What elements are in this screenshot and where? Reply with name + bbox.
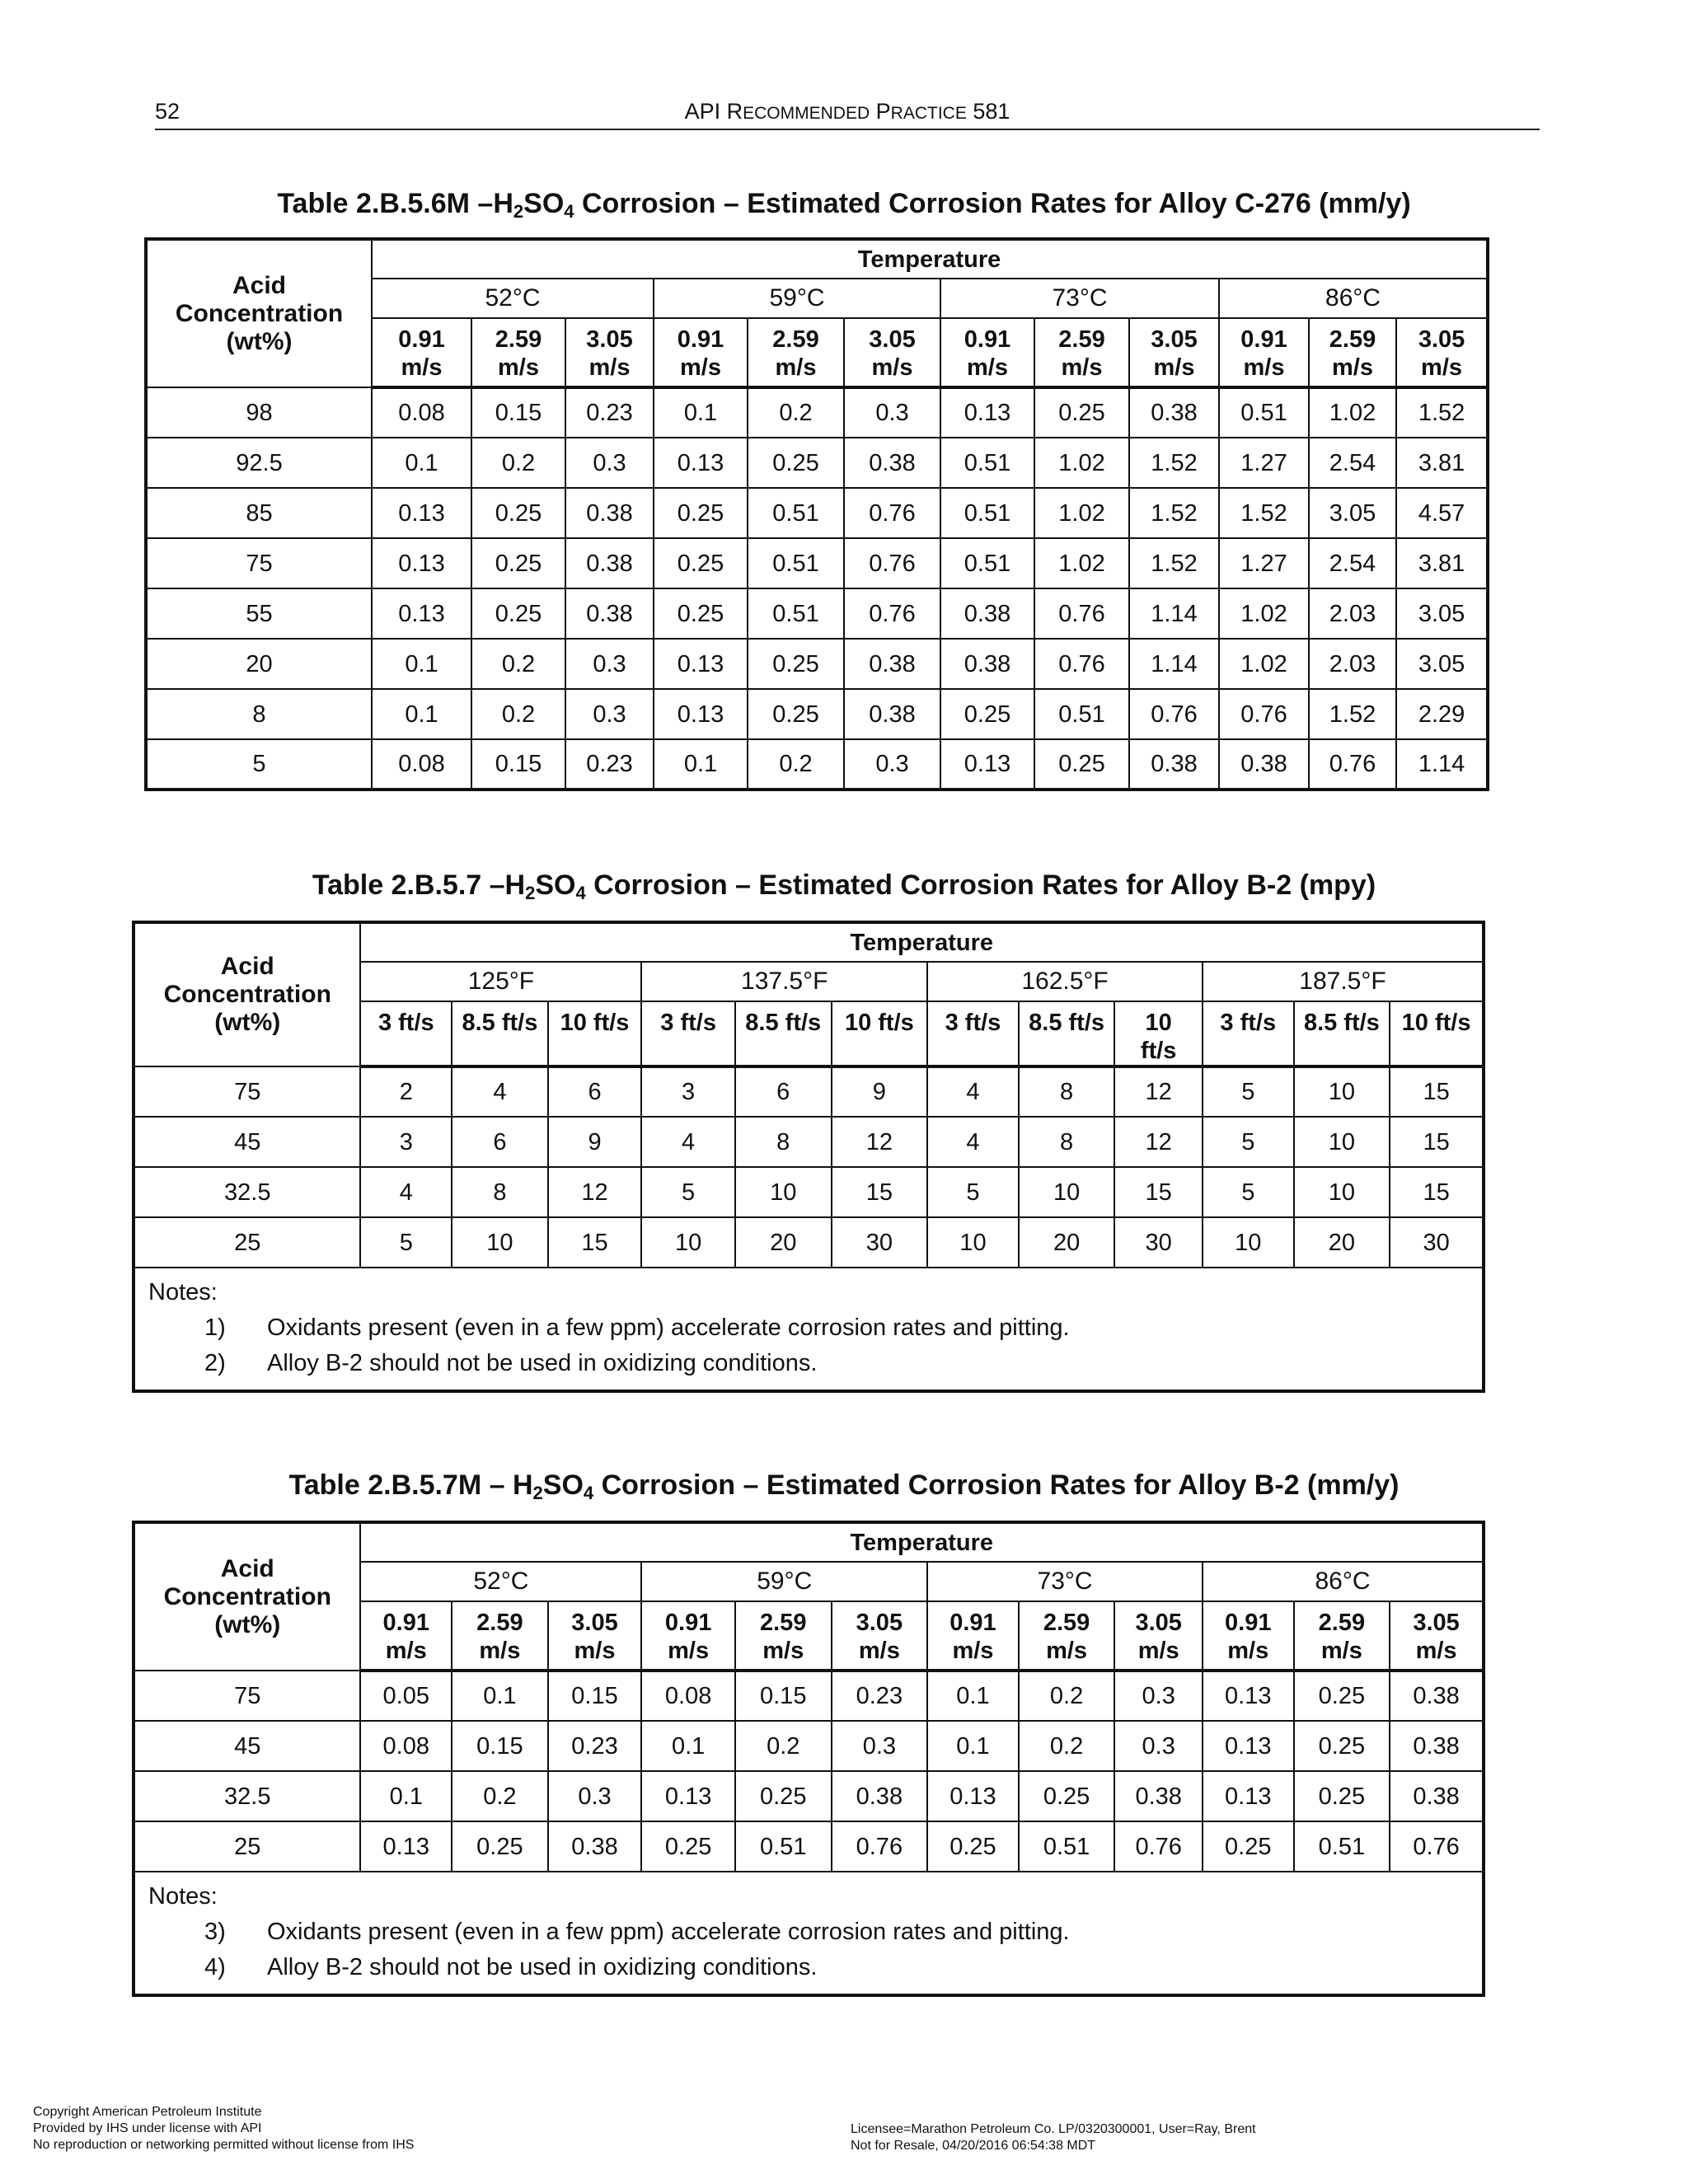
rate-cell: 0.3 bbox=[565, 689, 654, 739]
rate-cell: 0.15 bbox=[471, 387, 565, 438]
velocity-col: 0.91 m/s bbox=[1203, 1601, 1294, 1671]
rate-cell: 4 bbox=[927, 1117, 1019, 1167]
table-row bbox=[134, 1066, 1484, 1117]
rate-cell: 0.13 bbox=[372, 588, 471, 639]
rate-cell: 10 bbox=[452, 1217, 548, 1268]
rate-cell: 2.54 bbox=[1309, 538, 1396, 588]
table1-caption: Table 2.B.5.6M $-H_2SO_4$ Corrosion – Estimated Corrosion Rates for Alloy C-276 (mm/y) bbox=[277, 188, 1411, 222]
conc-cell: 32.5 bbox=[134, 1771, 360, 1821]
rate-cell: 6 bbox=[452, 1117, 548, 1167]
rate-cell: 6 bbox=[735, 1066, 832, 1117]
rate-cell: 0.23 bbox=[832, 1671, 928, 1721]
velocity-col: 0.91 m/s bbox=[641, 1601, 735, 1671]
rate-cell: 0.08 bbox=[360, 1721, 452, 1771]
rate-cell: 6 bbox=[548, 1066, 642, 1117]
rate-cell: 0.38 bbox=[1129, 739, 1219, 790]
table-row bbox=[146, 588, 1488, 639]
notes-cell bbox=[134, 1268, 1484, 1391]
rate-cell: 1.52 bbox=[1129, 488, 1219, 538]
rate-cell: 0.76 bbox=[844, 588, 940, 639]
conc-header: Acid Concentration (wt%) bbox=[146, 239, 372, 387]
velocity-col: 10 ft/s bbox=[1390, 1001, 1484, 1066]
temperature-col: 125°F bbox=[360, 962, 641, 1001]
conc-cell: 20 bbox=[146, 639, 372, 689]
rate-cell: 0.2 bbox=[1019, 1671, 1115, 1721]
velocity-col: 0.91 m/s bbox=[1219, 318, 1309, 387]
table-row bbox=[146, 538, 1488, 588]
velocity-col: 2.59 m/s bbox=[1019, 1601, 1115, 1671]
velocity-col: 2.59 m/s bbox=[735, 1601, 832, 1671]
rate-cell: 0.76 bbox=[1034, 639, 1129, 689]
rate-cell: 0.25 bbox=[471, 488, 565, 538]
rate-cell: 0.23 bbox=[565, 387, 654, 438]
table-row bbox=[134, 1671, 1484, 1721]
rate-cell: 0.2 bbox=[735, 1721, 832, 1771]
rate-cell: 1.27 bbox=[1219, 438, 1309, 488]
rate-cell: 0.13 bbox=[940, 739, 1034, 790]
rate-cell: 0.25 bbox=[1203, 1821, 1294, 1872]
rate-cell: 0.38 bbox=[565, 588, 654, 639]
rate-cell: 9 bbox=[548, 1117, 642, 1167]
rate-cell: 0.25 bbox=[940, 689, 1034, 739]
conc-cell: 5 bbox=[146, 739, 372, 790]
rate-cell: 3.05 bbox=[1309, 488, 1396, 538]
velocity-col: 3 ft/s bbox=[927, 1001, 1019, 1066]
rate-cell: 0.76 bbox=[1219, 689, 1309, 739]
velocity-col: 3.05 m/s bbox=[548, 1601, 642, 1671]
temperature-header: Temperature bbox=[360, 922, 1484, 962]
rate-cell: 0.25 bbox=[735, 1771, 832, 1821]
rate-cell: 0.23 bbox=[565, 739, 654, 790]
rate-cell: 0.3 bbox=[832, 1721, 928, 1771]
rate-cell: 0.51 bbox=[940, 438, 1034, 488]
rate-cell: 0.25 bbox=[654, 538, 748, 588]
velocity-col: 3.05 m/s bbox=[565, 318, 654, 387]
rate-cell: 3.81 bbox=[1396, 438, 1488, 488]
rate-cell: 1.52 bbox=[1129, 438, 1219, 488]
temperature-header: Temperature bbox=[372, 239, 1488, 279]
rate-cell: 2.29 bbox=[1396, 689, 1488, 739]
rate-cell: 0.3 bbox=[565, 639, 654, 689]
rate-cell: 0.05 bbox=[360, 1671, 452, 1721]
note-item: 3) Oxidants present (even in a few ppm) accelerate corrosion rates and pitting. bbox=[204, 1919, 1070, 1945]
rate-cell: 0.38 bbox=[1390, 1721, 1484, 1771]
rate-cell: 0.13 bbox=[654, 438, 748, 488]
rate-cell: 0.08 bbox=[372, 739, 471, 790]
rate-cell: 2.03 bbox=[1309, 639, 1396, 689]
table2-caption: Table 2.B.5.7 $-H_2SO_4$ Corrosion – Estimated Corrosion Rates for Alloy B-2 (mpy) bbox=[312, 869, 1376, 903]
rate-cell: 0.25 bbox=[1034, 387, 1129, 438]
conc-cell: 25 bbox=[134, 1821, 360, 1872]
temperature-col: 86°C bbox=[1219, 279, 1488, 318]
rate-cell: 0.25 bbox=[1019, 1771, 1115, 1821]
temperature-col: 86°C bbox=[1203, 1562, 1484, 1601]
temperature-col: 162.5°F bbox=[927, 962, 1203, 1001]
rate-cell: 0.2 bbox=[748, 387, 844, 438]
rate-cell: 0.38 bbox=[565, 538, 654, 588]
velocity-col: 2.59 m/s bbox=[1294, 1601, 1390, 1671]
rate-cell: 15 bbox=[1390, 1167, 1484, 1217]
rate-cell: 0.1 bbox=[360, 1771, 452, 1821]
notes-label: Notes: bbox=[148, 1279, 218, 1305]
rate-cell: 2.03 bbox=[1309, 588, 1396, 639]
rate-cell: 0.76 bbox=[832, 1821, 928, 1872]
conc-cell: 75 bbox=[134, 1671, 360, 1721]
conc-cell: 92.5 bbox=[146, 438, 372, 488]
rate-cell: 0.15 bbox=[452, 1721, 548, 1771]
rate-cell: 0.38 bbox=[1390, 1671, 1484, 1721]
table-row bbox=[146, 387, 1488, 438]
temperature-header: Temperature bbox=[360, 1522, 1484, 1562]
rate-cell: 0.76 bbox=[1390, 1821, 1484, 1872]
rate-cell: 0.51 bbox=[1294, 1821, 1390, 1872]
rate-cell: 0.38 bbox=[844, 639, 940, 689]
rate-cell: 0.25 bbox=[1294, 1671, 1390, 1721]
rate-cell: 1.14 bbox=[1129, 639, 1219, 689]
velocity-col: 10 ft/s bbox=[1114, 1001, 1203, 1066]
rate-cell: 0.15 bbox=[735, 1671, 832, 1721]
rate-cell: 0.25 bbox=[471, 538, 565, 588]
rate-cell: 0.13 bbox=[360, 1821, 452, 1872]
conc-cell: 98 bbox=[146, 387, 372, 438]
rate-cell: 2.54 bbox=[1309, 438, 1396, 488]
conc-cell: 55 bbox=[146, 588, 372, 639]
rate-cell: 10 bbox=[1294, 1167, 1390, 1217]
rate-cell: 0.38 bbox=[1390, 1771, 1484, 1821]
rate-cell: 0.13 bbox=[1203, 1671, 1294, 1721]
rate-cell: 0.2 bbox=[1019, 1721, 1115, 1771]
velocity-col: 2.59 m/s bbox=[471, 318, 565, 387]
conc-cell: 85 bbox=[146, 488, 372, 538]
temperature-col: 137.5°F bbox=[641, 962, 927, 1001]
rate-cell: 0.51 bbox=[748, 538, 844, 588]
rate-cell: 5 bbox=[1203, 1117, 1294, 1167]
rate-cell: 8 bbox=[735, 1117, 832, 1167]
rate-cell: 0.76 bbox=[1309, 739, 1396, 790]
rate-cell: 0.25 bbox=[1034, 739, 1129, 790]
rate-cell: 0.76 bbox=[844, 538, 940, 588]
table-row bbox=[146, 488, 1488, 538]
rate-cell: 8 bbox=[1019, 1066, 1115, 1117]
velocity-col: 3.05 m/s bbox=[1114, 1601, 1203, 1671]
velocity-col: 8.5 ft/s bbox=[735, 1001, 832, 1066]
velocity-col: 3.05 m/s bbox=[1390, 1601, 1484, 1671]
rate-cell: 0.13 bbox=[654, 639, 748, 689]
rate-cell: 3.05 bbox=[1396, 639, 1488, 689]
rate-cell: 10 bbox=[641, 1217, 735, 1268]
conc-cell: 75 bbox=[134, 1066, 360, 1117]
rate-cell: 0.3 bbox=[1114, 1671, 1203, 1721]
velocity-col: 8.5 ft/s bbox=[1294, 1001, 1390, 1066]
rate-cell: 0.76 bbox=[1114, 1821, 1203, 1872]
table2-b2-mpy bbox=[132, 921, 1485, 1393]
velocity-col: 0.91 m/s bbox=[927, 1601, 1019, 1671]
velocity-col: 0.91 m/s bbox=[360, 1601, 452, 1671]
table-row bbox=[146, 689, 1488, 739]
rate-cell: 0.38 bbox=[1129, 387, 1219, 438]
rate-cell: 12 bbox=[1114, 1066, 1203, 1117]
velocity-col: 2.59 m/s bbox=[748, 318, 844, 387]
rate-cell: 5 bbox=[641, 1167, 735, 1217]
rate-cell: 0.13 bbox=[641, 1771, 735, 1821]
rate-cell: 0.13 bbox=[1203, 1721, 1294, 1771]
note-item: 1) Oxidants present (even in a few ppm) accelerate corrosion rates and pitting. bbox=[204, 1315, 1070, 1341]
velocity-col: 3.05 m/s bbox=[1396, 318, 1488, 387]
rate-cell: 0.51 bbox=[940, 538, 1034, 588]
rate-cell: 0.51 bbox=[748, 588, 844, 639]
rate-cell: 4 bbox=[452, 1066, 548, 1117]
velocity-col: 8.5 ft/s bbox=[452, 1001, 548, 1066]
rate-cell: 10 bbox=[1019, 1167, 1115, 1217]
rate-cell: 0.51 bbox=[735, 1821, 832, 1872]
velocity-col: 2.59 m/s bbox=[1034, 318, 1129, 387]
temperature-col: 187.5°F bbox=[1203, 962, 1484, 1001]
notes-cell bbox=[134, 1872, 1484, 1995]
conc-cell: 25 bbox=[134, 1217, 360, 1268]
running-header bbox=[155, 97, 1540, 130]
rate-cell: 0.2 bbox=[471, 438, 565, 488]
rate-cell: 0.76 bbox=[1034, 588, 1129, 639]
rate-cell: 0.76 bbox=[1129, 689, 1219, 739]
rate-cell: 1.02 bbox=[1309, 387, 1396, 438]
rate-cell: 0.3 bbox=[844, 739, 940, 790]
rate-cell: 8 bbox=[1019, 1117, 1115, 1167]
velocity-col: 3.05 m/s bbox=[844, 318, 940, 387]
rate-cell: 0.38 bbox=[940, 588, 1034, 639]
rate-cell: 0.13 bbox=[372, 488, 471, 538]
rate-cell: 0.38 bbox=[548, 1821, 642, 1872]
temperature-col: 52°C bbox=[360, 1562, 641, 1601]
velocity-col: 10 ft/s bbox=[832, 1001, 928, 1066]
temperature-col: 59°C bbox=[654, 279, 940, 318]
rate-cell: 0.2 bbox=[748, 739, 844, 790]
rate-cell: 1.52 bbox=[1309, 689, 1396, 739]
rate-cell: 3.05 bbox=[1396, 588, 1488, 639]
rate-cell: 1.02 bbox=[1034, 488, 1129, 538]
footer-license: Licensee=Marathon Petroleum Co. LP/0320300001, User=Ray, Brent Not for Resale, 04/20/2016 06:54:38 MDT bbox=[851, 2122, 1256, 2153]
rate-cell: 3 bbox=[360, 1117, 452, 1167]
table-row bbox=[134, 1167, 1484, 1217]
temperature-col: 73°C bbox=[927, 1562, 1203, 1601]
rate-cell: 15 bbox=[832, 1167, 928, 1217]
velocity-col: 3 ft/s bbox=[1203, 1001, 1294, 1066]
rate-cell: 10 bbox=[1294, 1117, 1390, 1167]
rate-cell: 1.02 bbox=[1034, 538, 1129, 588]
rate-cell: 0.1 bbox=[654, 739, 748, 790]
rate-cell: 1.02 bbox=[1034, 438, 1129, 488]
rate-cell: 0.15 bbox=[548, 1671, 642, 1721]
rate-cell: 0.51 bbox=[748, 488, 844, 538]
table3-caption: Table $2.B.5.7M - H_2SO_4$ Corrosion – Estimated Corrosion Rates for Alloy B-2 (mm/y) bbox=[288, 1469, 1400, 1503]
rate-cell: 12 bbox=[1114, 1117, 1203, 1167]
conc-cell: 32.5 bbox=[134, 1167, 360, 1217]
rate-cell: 12 bbox=[548, 1167, 642, 1217]
temperature-col: 73°C bbox=[940, 279, 1219, 318]
table-row bbox=[146, 438, 1488, 488]
rate-cell: 4 bbox=[641, 1117, 735, 1167]
rate-cell: 0.13 bbox=[940, 387, 1034, 438]
rate-cell: 15 bbox=[1114, 1167, 1203, 1217]
rate-cell: 4 bbox=[927, 1066, 1019, 1117]
rate-cell: 0.08 bbox=[372, 387, 471, 438]
velocity-col: 10 ft/s bbox=[548, 1001, 642, 1066]
rate-cell: 0.25 bbox=[1294, 1721, 1390, 1771]
rate-cell: 20 bbox=[1294, 1217, 1390, 1268]
rate-cell: 0.25 bbox=[452, 1821, 548, 1872]
rate-cell: 0.38 bbox=[844, 438, 940, 488]
velocity-col: 2.59 m/s bbox=[1309, 318, 1396, 387]
rate-cell: 0.38 bbox=[832, 1771, 928, 1821]
rate-cell: 0.3 bbox=[548, 1771, 642, 1821]
rate-cell: 0.3 bbox=[844, 387, 940, 438]
velocity-col: 3 ft/s bbox=[360, 1001, 452, 1066]
rate-cell: 0.38 bbox=[565, 488, 654, 538]
conc-cell: 45 bbox=[134, 1721, 360, 1771]
rate-cell: 1.52 bbox=[1219, 488, 1309, 538]
rate-cell: 20 bbox=[735, 1217, 832, 1268]
rate-cell: 0.38 bbox=[844, 689, 940, 739]
table-row bbox=[134, 1771, 1484, 1821]
rate-cell: 10 bbox=[1203, 1217, 1294, 1268]
rate-cell: 30 bbox=[1390, 1217, 1484, 1268]
conc-header: Acid Concentration (wt%) bbox=[134, 1522, 360, 1671]
table-row bbox=[134, 1117, 1484, 1167]
rate-cell: 0.25 bbox=[641, 1821, 735, 1872]
rate-cell: 0.1 bbox=[927, 1671, 1019, 1721]
rate-cell: 0.13 bbox=[372, 538, 471, 588]
rate-cell: 0.1 bbox=[372, 689, 471, 739]
rate-cell: 5 bbox=[1203, 1066, 1294, 1117]
rate-cell: 1.27 bbox=[1219, 538, 1309, 588]
note-item: 4) Alloy B-2 should not be used in oxidizing conditions. bbox=[204, 1954, 818, 1980]
rate-cell: 1.02 bbox=[1219, 639, 1309, 689]
velocity-col: 3.05 m/s bbox=[832, 1601, 928, 1671]
velocity-col: 3 ft/s bbox=[641, 1001, 735, 1066]
rate-cell: 0.08 bbox=[641, 1671, 735, 1721]
rate-cell: 20 bbox=[1019, 1217, 1115, 1268]
running-title: API RECOMMENDED PRACTICE 581 bbox=[684, 99, 1010, 124]
rate-cell: 5 bbox=[927, 1167, 1019, 1217]
rate-cell: 0.1 bbox=[641, 1721, 735, 1771]
rate-cell: 0.25 bbox=[654, 588, 748, 639]
table-row bbox=[134, 1721, 1484, 1771]
velocity-col: 0.91 m/s bbox=[940, 318, 1034, 387]
rate-cell: 0.13 bbox=[654, 689, 748, 739]
rate-cell: 0.1 bbox=[927, 1721, 1019, 1771]
temperature-col: 59°C bbox=[641, 1562, 927, 1601]
rate-cell: 0.25 bbox=[654, 488, 748, 538]
rate-cell: 1.52 bbox=[1396, 387, 1488, 438]
rate-cell: 0.25 bbox=[1294, 1771, 1390, 1821]
rate-cell: 0.38 bbox=[1219, 739, 1309, 790]
table-row bbox=[146, 639, 1488, 689]
conc-header: Acid Concentration (wt%) bbox=[134, 922, 360, 1066]
conc-cell: 8 bbox=[146, 689, 372, 739]
rate-cell: 1.14 bbox=[1396, 739, 1488, 790]
rate-cell: 0.1 bbox=[452, 1671, 548, 1721]
rate-cell: 1.14 bbox=[1129, 588, 1219, 639]
rate-cell: 5 bbox=[1203, 1167, 1294, 1217]
velocity-col: 0.91 m/s bbox=[654, 318, 748, 387]
rate-cell: 2 bbox=[360, 1066, 452, 1117]
table1-c276-mmy bbox=[144, 237, 1489, 791]
rate-cell: 0.51 bbox=[1219, 387, 1309, 438]
rate-cell: 15 bbox=[1390, 1117, 1484, 1167]
rate-cell: 1.02 bbox=[1219, 588, 1309, 639]
rate-cell: 0.1 bbox=[372, 639, 471, 689]
rate-cell: 0.3 bbox=[1114, 1721, 1203, 1771]
rate-cell: 10 bbox=[1294, 1066, 1390, 1117]
rate-cell: 4.57 bbox=[1396, 488, 1488, 538]
rate-cell: 8 bbox=[452, 1167, 548, 1217]
rate-cell: 0.25 bbox=[748, 689, 844, 739]
rate-cell: 10 bbox=[735, 1167, 832, 1217]
rate-cell: 0.2 bbox=[471, 689, 565, 739]
rate-cell: 0.1 bbox=[372, 438, 471, 488]
rate-cell: 0.76 bbox=[844, 488, 940, 538]
rate-cell: 0.3 bbox=[565, 438, 654, 488]
conc-cell: 45 bbox=[134, 1117, 360, 1167]
notes-label: Notes: bbox=[148, 1883, 218, 1910]
rate-cell: 0.25 bbox=[748, 438, 844, 488]
rate-cell: 0.23 bbox=[548, 1721, 642, 1771]
rate-cell: 0.15 bbox=[471, 739, 565, 790]
rate-cell: 5 bbox=[360, 1217, 452, 1268]
rate-cell: 1.52 bbox=[1129, 538, 1219, 588]
rate-cell: 10 bbox=[927, 1217, 1019, 1268]
rate-cell: 0.51 bbox=[940, 488, 1034, 538]
rate-cell: 0.1 bbox=[654, 387, 748, 438]
rate-cell: 0.25 bbox=[471, 588, 565, 639]
rate-cell: 30 bbox=[832, 1217, 928, 1268]
rate-cell: 0.13 bbox=[1203, 1771, 1294, 1821]
page-number: 52 bbox=[155, 99, 181, 124]
rate-cell: 3 bbox=[641, 1066, 735, 1117]
table-row bbox=[134, 1821, 1484, 1872]
velocity-col: 3.05 m/s bbox=[1129, 318, 1219, 387]
rate-cell: 0.51 bbox=[1019, 1821, 1115, 1872]
rate-cell: 0.13 bbox=[927, 1771, 1019, 1821]
rate-cell: 0.25 bbox=[748, 639, 844, 689]
velocity-col: 0.91 m/s bbox=[372, 318, 471, 387]
velocity-col: 2.59 m/s bbox=[452, 1601, 548, 1671]
rate-cell: 9 bbox=[832, 1066, 928, 1117]
rate-cell: 0.2 bbox=[452, 1771, 548, 1821]
table-row bbox=[134, 1217, 1484, 1268]
temperature-col: 52°C bbox=[372, 279, 654, 318]
rate-cell: 12 bbox=[832, 1117, 928, 1167]
velocity-col: 8.5 ft/s bbox=[1019, 1001, 1115, 1066]
rate-cell: 15 bbox=[548, 1217, 642, 1268]
table-row bbox=[146, 739, 1488, 790]
rate-cell: 3.81 bbox=[1396, 538, 1488, 588]
rate-cell: 30 bbox=[1114, 1217, 1203, 1268]
rate-cell: 0.51 bbox=[1034, 689, 1129, 739]
table3-b2-mmy bbox=[132, 1521, 1485, 1997]
rate-cell: 0.25 bbox=[927, 1821, 1019, 1872]
rate-cell: 0.2 bbox=[471, 639, 565, 689]
conc-cell: 75 bbox=[146, 538, 372, 588]
rate-cell: 0.38 bbox=[940, 639, 1034, 689]
rate-cell: 0.38 bbox=[1114, 1771, 1203, 1821]
footer-copyright: Copyright American Petroleum Institute Provided by IHS under license with API No reproduction or networking permitted without license from IHS bbox=[33, 2105, 415, 2152]
rate-cell: 15 bbox=[1390, 1066, 1484, 1117]
rate-cell: 4 bbox=[360, 1167, 452, 1217]
note-item: 2) Alloy B-2 should not be used in oxidizing conditions. bbox=[204, 1350, 818, 1376]
